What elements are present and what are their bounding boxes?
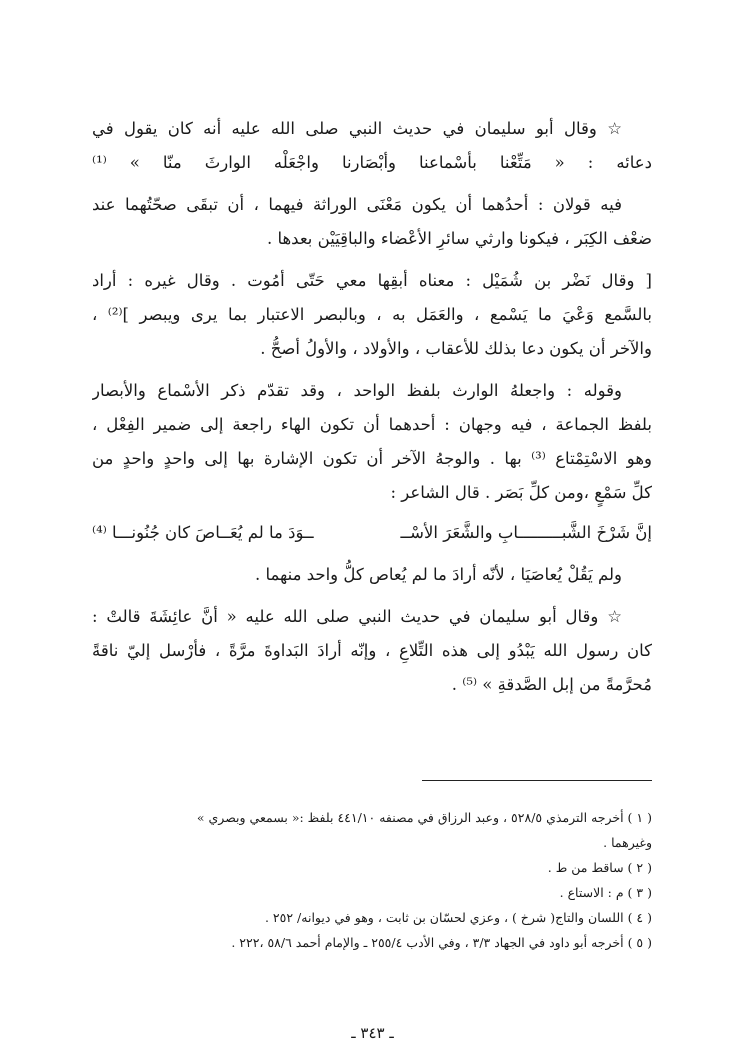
paragraph-gap [92, 366, 652, 374]
verse-second-hemistich: ــوَدَ ما لم يُعَــاصَ كان جُنُونـــا ⁽⁴⁾ [92, 523, 314, 542]
paragraph-gap [92, 256, 652, 264]
text-line: فيه قولان : أحدُهما أن يكون مَعْنَى الوراثة فيهما ، أن تبقَى صحّتُهما عند [92, 195, 622, 214]
footnote-5: ( ٥ ) أخرجه أبو داود في الجهاد ٣/٣ ، وفي الأدب ٢٥٥/٤ ـ والإمام أحمد ٥٨/٦ ،٢٢٢ . [231, 935, 652, 950]
text-line: كان رسول الله يَبْدُو إلى هذه التِّلاعِ ، وإنّه أرادَ البَداوةَ مرَّةً ، فأرْسل إليّ ناقةً [92, 641, 652, 660]
text-line: وهو الاسْتِمْتاع ⁽³⁾ بها . والوجهُ الآخر أن تكون الإشارة بها إلى واحدٍ واحدٍ من [92, 449, 652, 468]
main-text [92, 112, 652, 702]
text-line: [ وقال نَضْر بن شُمَيْل : معناه أبقِها معي حَتّى أمُوت . وقال غيره : أراد [92, 271, 652, 290]
paragraph-gap [92, 592, 652, 600]
text-line: ☆ وقال أبو سليمان في حديث النبي صلى الله عليه أنه كان يقول في [92, 119, 622, 138]
text-line: ولم يَقُلْ يُعاصَيَا ، لأنّه أرادَ ما لم يُعاص كلُّ واحد منهما . [254, 565, 622, 584]
page-number: ـ ٣٤٣ ـ [351, 1024, 394, 1042]
text-line: ☆ وقال أبو سليمان في حديث النبي صلى الله عليه « أنَّ عائِشَةَ قالتْ : [92, 607, 622, 626]
text-line: وقوله : واجعلهُ الوارث بلفظ الواحد ، وقد تقدّم ذكر الأسْماع والأبصار [92, 381, 622, 400]
footnotes [92, 805, 652, 955]
verse-first-hemistich: إنَّ شَرْخَ الشَّبـــــــــابِ والشَّعَرَ الأسْــ [400, 523, 652, 542]
text-line: بلفظ الجماعة ، فيه وجهان : أحدهما أن تكون الهاء راجعة إلى ضمير الفِعْل ، [92, 415, 652, 434]
text-line: بالسَّمع وَعْيَ ما يَسْمع ، والعَمَل به ، وبالبصر الاعتبار بما يرى ويبصر ]⁽²⁾ ، [92, 305, 652, 324]
text-line: كلِّ سَمْعٍ ،ومن كلِّ بَصَر . قال الشاعر : [390, 483, 652, 502]
poetry-verse [92, 516, 652, 550]
text-line: ضعْف الكِبَر ، فيكونا وارثي سائرِ الأعْضاء والباقِيَيْن بعدها . [266, 229, 652, 248]
footnote-3: ( ٣ ) م : الاستاع . [559, 885, 652, 900]
footnote-4: ( ٤ ) اللسان والتاج( شرخ ) ، وعزي لحسّان بن ثابت ، وهو في ديوانه/ ٢٥٢ . [264, 910, 652, 925]
footnote-1: ( ١ ) أخرجه الترمذي ٥٢٨/٥ ، وعبد الرزاق في مصنفه ٤٤١/١٠ بلفظ :« بسمعي وبصري » [196, 810, 652, 825]
paragraph-gap [92, 180, 652, 188]
text-line: دعائه : « مَتِّعْنا بأسْماعنا وأبْصَارنا واجْعَلْه الوارثَ منّا » ⁽¹⁾ [92, 153, 652, 172]
footnote-2: ( ٢ ) ساقط من ط . [547, 860, 652, 875]
footnote-divider [422, 780, 652, 781]
text-line: والآخر أن يكون دعا بذلك للأعقاب ، والأولاد ، والأولُ أصحُّ . [260, 339, 652, 358]
text-line: مُحرَّمةً من إبل الصَّدقةِ » ⁽⁵⁾ . [451, 675, 652, 694]
footnote-1-continued: وغيرهما . [603, 835, 652, 850]
